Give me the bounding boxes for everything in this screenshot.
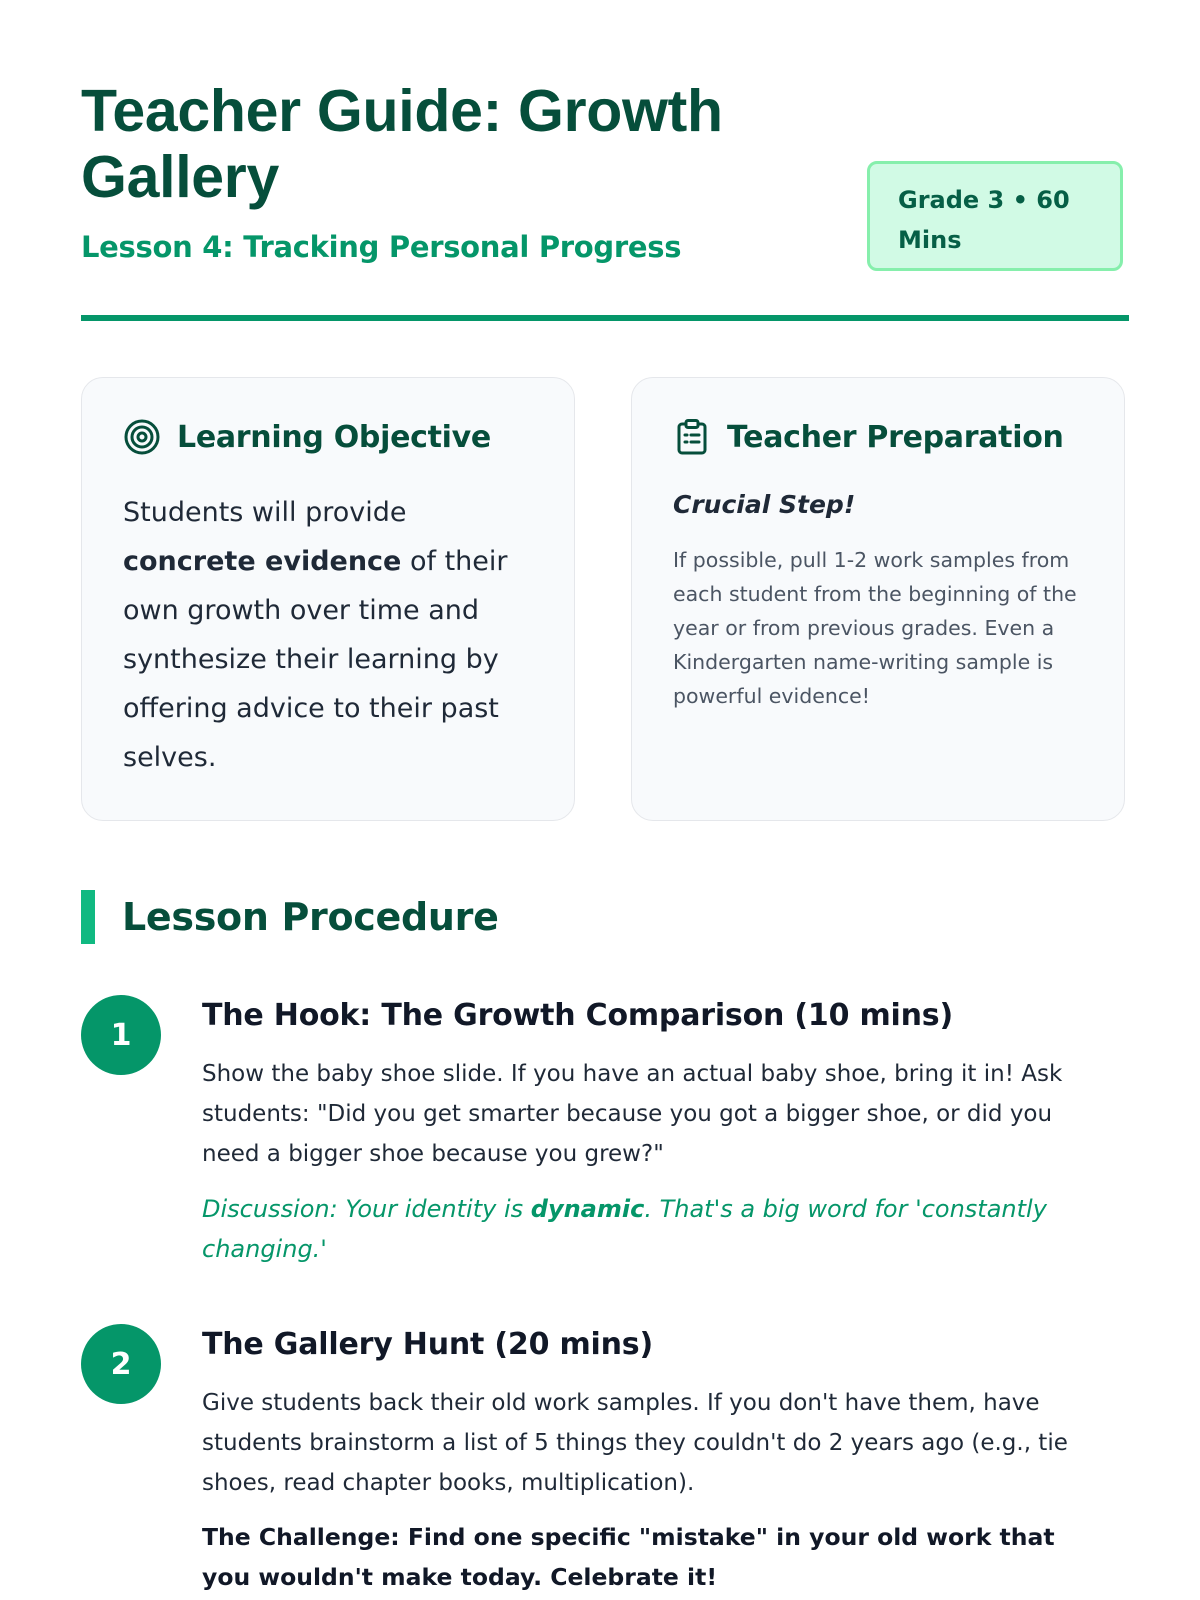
- step-description: Give students back their old work samples. If you don't have them, have students brainstorm a list of 5 things they couldn't do 2 years ago (e.g., tie shoes, read chapter books, multiplication).: [202, 1390, 1068, 1496]
- teacher-preparation-text: If possible, pull 1-2 work samples from each student from the beginning of the year or from previous grades. Even a Kindergarten name-writing sample is powerful evidence!: [673, 548, 1077, 708]
- step-number-badge: 1: [81, 995, 161, 1075]
- learning-objective-card: [81, 377, 575, 821]
- page-title: Teacher Guide: Growth Gallery: [81, 78, 723, 210]
- step-discussion-note: Discussion: Your identity is dynamic. That's a big word for 'constantly changing.': [202, 1195, 1047, 1263]
- clipboard-icon: [673, 418, 711, 456]
- step-title: The Hook: The Growth Comparison (10 mins): [202, 998, 953, 1033]
- lesson-procedure-title: Lesson Procedure: [122, 895, 499, 939]
- step-title: The Gallery Hunt (20 mins): [202, 1327, 653, 1362]
- section-accent-bar: [81, 890, 95, 944]
- teacher-preparation-card: [631, 377, 1125, 821]
- learning-objective-text: Students will provide concrete evidence of their own growth over time and synthesize their learning by offering advice to their past selves.: [123, 497, 508, 773]
- learning-objective-title: Learning Objective: [177, 419, 491, 455]
- step-description: Show the baby shoe slide. If you have an actual baby shoe, bring it in! Ask students: "Did you get smarter because you got a bigger shoe, or did you need a bigger shoe because you grew?": [202, 1061, 1063, 1167]
- crucial-step-label: Crucial Step!: [673, 490, 856, 519]
- learning-objective-header: [123, 418, 491, 456]
- teacher-preparation-title: Teacher Preparation: [727, 419, 1064, 455]
- grade-duration-badge: Grade 3 • 60 Mins: [867, 161, 1123, 271]
- step-challenge: The Challenge: Find one specific "mistake" in your old work that you wouldn't make today. Celebrate it!: [202, 1523, 1055, 1591]
- step-number-badge: 2: [81, 1324, 161, 1404]
- header-divider: [81, 315, 1129, 321]
- lesson-subtitle: Lesson 4: Tracking Personal Progress: [81, 230, 682, 264]
- teacher-preparation-header: [673, 418, 1064, 456]
- objective-emphasis: concrete evidence: [123, 546, 402, 577]
- target-icon: [123, 418, 161, 456]
